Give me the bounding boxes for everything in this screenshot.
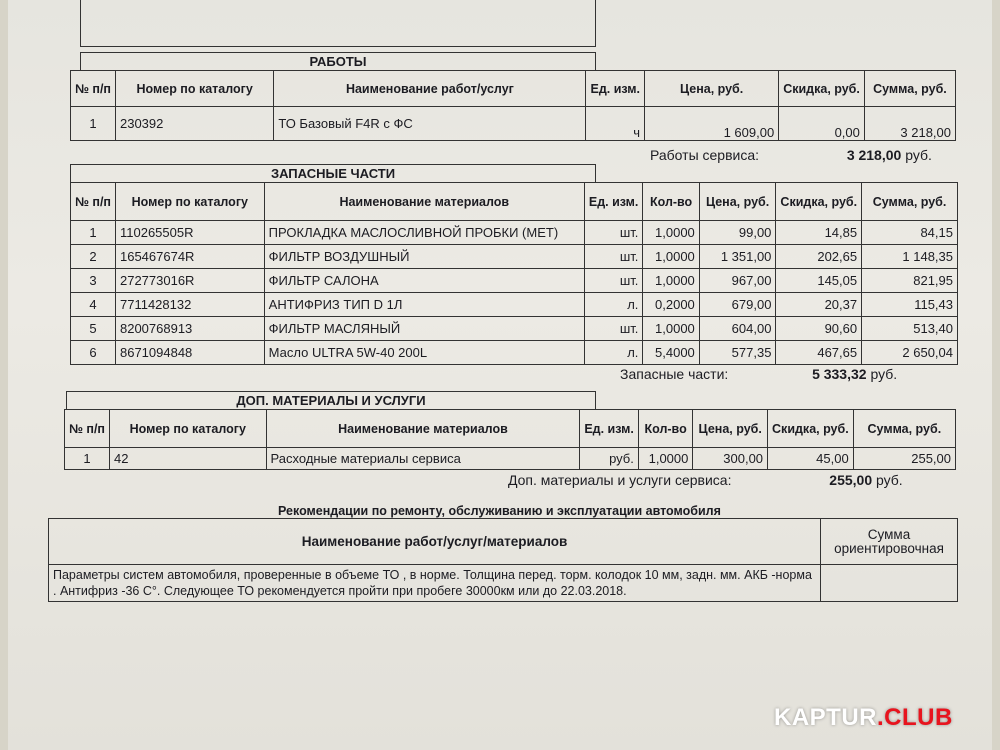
extras-row-name: Расходные материалы сервиса (266, 448, 580, 470)
watermark-brand: KAPTUR (774, 704, 877, 731)
works-row-price: 1 609,00 (645, 107, 779, 141)
extras-header-sum: Сумма, руб. (853, 410, 955, 448)
table-row (71, 245, 958, 269)
parts-row-unit: шт. (584, 221, 643, 245)
parts-row-price: 577,35 (699, 341, 776, 365)
works-header-catalog: Номер по каталогу (115, 71, 273, 107)
extras-total-currency: руб. (876, 472, 903, 488)
parts-row-qty: 1,0000 (643, 221, 699, 245)
works-header-unit: Ед. изм. (586, 71, 645, 107)
parts-row-sum: 2 650,04 (862, 341, 958, 365)
works-section-title: РАБОТЫ (80, 52, 596, 71)
table-row (49, 565, 958, 602)
parts-row-name: ФИЛЬТР МАСЛЯНЫЙ (264, 317, 584, 341)
works-total-value: 3 218,00 (846, 147, 902, 163)
kaptur-club-watermark (774, 704, 953, 732)
parts-row-unit: л. (584, 341, 643, 365)
extras-row-num: 1 (65, 448, 110, 470)
works-header-price: Цена, руб. (645, 71, 779, 107)
extras-section-title: ДОП. МАТЕРИАЛЫ И УСЛУГИ (66, 391, 596, 410)
parts-row-discount: 20,37 (776, 293, 862, 317)
parts-row-num: 2 (71, 245, 116, 269)
extras-header-num: № п/п (65, 410, 110, 448)
parts-row-num: 4 (71, 293, 116, 317)
parts-row-qty: 5,4000 (643, 341, 699, 365)
parts-row-unit: л. (584, 293, 643, 317)
parts-row-name: Масло ULTRA 5W-40 200L (264, 341, 584, 365)
parts-row-price: 1 351,00 (699, 245, 776, 269)
top-empty-box (80, 0, 596, 47)
parts-row-name: ФИЛЬТР ВОЗДУШНЫЙ (264, 245, 584, 269)
parts-row-num: 6 (71, 341, 116, 365)
extras-total (508, 472, 903, 488)
extras-header-name: Наименование материалов (266, 410, 580, 448)
recommendations-title: Рекомендации по ремонту, обслуживанию и эксплуатации автомобиля (278, 504, 721, 518)
table-row (71, 317, 958, 341)
extras-row-catalog: 42 (109, 448, 266, 470)
extras-header-unit: Ед. изм. (580, 410, 639, 448)
extras-table (64, 409, 956, 470)
works-row-unit: ч (586, 107, 645, 141)
parts-header-qty: Кол-во (643, 183, 699, 221)
parts-total-label: Запасные части: (620, 366, 729, 382)
parts-row-unit: шт. (584, 317, 643, 341)
extras-row-price: 300,00 (693, 448, 768, 470)
works-table (70, 70, 956, 141)
works-header-discount: Скидка, руб. (779, 71, 865, 107)
recommendations-text: Параметры систем автомобиля, проверенные в объеме ТО , в норме. Толщина перед. торм. колодок 10 мм, задн. мм. АКБ -норма . Антифриз -36 С°. Следующее ТО рекомендуется пройти при пробеге 30000км или до 22.03.2018. (49, 565, 821, 602)
works-header-num: № п/п (71, 71, 116, 107)
extras-header-row (65, 410, 956, 448)
extras-row-sum: 255,00 (853, 448, 955, 470)
parts-row-catalog: 272773016R (115, 269, 264, 293)
works-total-label: Работы сервиса: (650, 147, 760, 163)
parts-total (620, 366, 897, 382)
parts-row-num: 3 (71, 269, 116, 293)
parts-row-price: 679,00 (699, 293, 776, 317)
table-row (65, 448, 956, 470)
table-row (71, 341, 958, 365)
parts-row-num: 5 (71, 317, 116, 341)
parts-row-catalog: 7711428132 (115, 293, 264, 317)
recommendations-sum-cell (821, 565, 958, 602)
watermark-suffix: .CLUB (877, 704, 953, 731)
extras-total-label: Доп. материалы и услуги сервиса: (508, 472, 732, 488)
table-row (71, 107, 956, 141)
parts-row-name: АНТИФРИЗ ТИП D 1Л (264, 293, 584, 317)
extras-row-discount: 45,00 (768, 448, 854, 470)
service-invoice-paper (8, 0, 992, 750)
parts-row-sum: 84,15 (862, 221, 958, 245)
works-row-sum: 3 218,00 (864, 107, 955, 141)
works-row-name: ТО Базовый F4R с ФС (274, 107, 586, 141)
parts-row-sum: 1 148,35 (862, 245, 958, 269)
works-header-sum: Сумма, руб. (864, 71, 955, 107)
parts-row-catalog: 8671094848 (115, 341, 264, 365)
parts-row-catalog: 8200768913 (115, 317, 264, 341)
recommendations-table (48, 518, 958, 602)
parts-row-price: 967,00 (699, 269, 776, 293)
parts-row-qty: 1,0000 (643, 317, 699, 341)
parts-row-name: ПРОКЛАДКА МАСЛОСЛИВНОЙ ПРОБКИ (МЕТ) (264, 221, 584, 245)
extras-header-price: Цена, руб. (693, 410, 768, 448)
extras-header-qty: Кол-во (638, 410, 693, 448)
parts-header-discount: Скидка, руб. (776, 183, 862, 221)
parts-row-qty: 0,2000 (643, 293, 699, 317)
parts-total-value: 5 333,32 (812, 366, 867, 382)
parts-row-discount: 145,05 (776, 269, 862, 293)
table-row (71, 293, 958, 317)
parts-row-qty: 1,0000 (643, 269, 699, 293)
extras-row-qty: 1,0000 (638, 448, 693, 470)
parts-header-price: Цена, руб. (699, 183, 776, 221)
recommendations-header-row (49, 519, 958, 565)
parts-row-sum: 115,43 (862, 293, 958, 317)
recommendations-header-sum: Сумма ориентировочная (821, 519, 958, 565)
works-row-discount: 0,00 (779, 107, 865, 141)
parts-row-sum: 821,95 (862, 269, 958, 293)
extras-header-discount: Скидка, руб. (768, 410, 854, 448)
parts-row-num: 1 (71, 221, 116, 245)
parts-row-qty: 1,0000 (643, 245, 699, 269)
parts-header-name: Наименование материалов (264, 183, 584, 221)
parts-header-unit: Ед. изм. (584, 183, 643, 221)
parts-row-unit: шт. (584, 245, 643, 269)
parts-row-catalog: 165467674R (115, 245, 264, 269)
works-total-currency: руб. (905, 147, 932, 163)
parts-row-catalog: 110265505R (115, 221, 264, 245)
parts-row-discount: 467,65 (776, 341, 862, 365)
parts-header-row (71, 183, 958, 221)
parts-row-discount: 14,85 (776, 221, 862, 245)
parts-row-price: 99,00 (699, 221, 776, 245)
extras-total-value: 255,00 (829, 472, 873, 488)
extras-row-unit: руб. (580, 448, 639, 470)
extras-header-catalog: Номер по каталогу (109, 410, 266, 448)
parts-header-catalog: Номер по каталогу (115, 183, 264, 221)
table-row (71, 221, 958, 245)
table-row (71, 269, 958, 293)
parts-row-price: 604,00 (699, 317, 776, 341)
works-header-row (71, 71, 956, 107)
parts-header-num: № п/п (71, 183, 116, 221)
parts-row-name: ФИЛЬТР САЛОНА (264, 269, 584, 293)
parts-table (70, 182, 958, 365)
parts-header-sum: Сумма, руб. (862, 183, 958, 221)
works-header-name: Наименование работ/услуг (274, 71, 586, 107)
parts-row-discount: 202,65 (776, 245, 862, 269)
works-row-catalog: 230392 (115, 107, 273, 141)
works-row-num: 1 (71, 107, 116, 141)
recommendations-header-name: Наименование работ/услуг/материалов (49, 519, 821, 565)
works-total (650, 147, 932, 163)
parts-row-unit: шт. (584, 269, 643, 293)
parts-total-currency: руб. (870, 366, 898, 382)
parts-section-title: ЗАПАСНЫЕ ЧАСТИ (70, 164, 596, 183)
parts-row-discount: 90,60 (776, 317, 862, 341)
parts-row-sum: 513,40 (862, 317, 958, 341)
